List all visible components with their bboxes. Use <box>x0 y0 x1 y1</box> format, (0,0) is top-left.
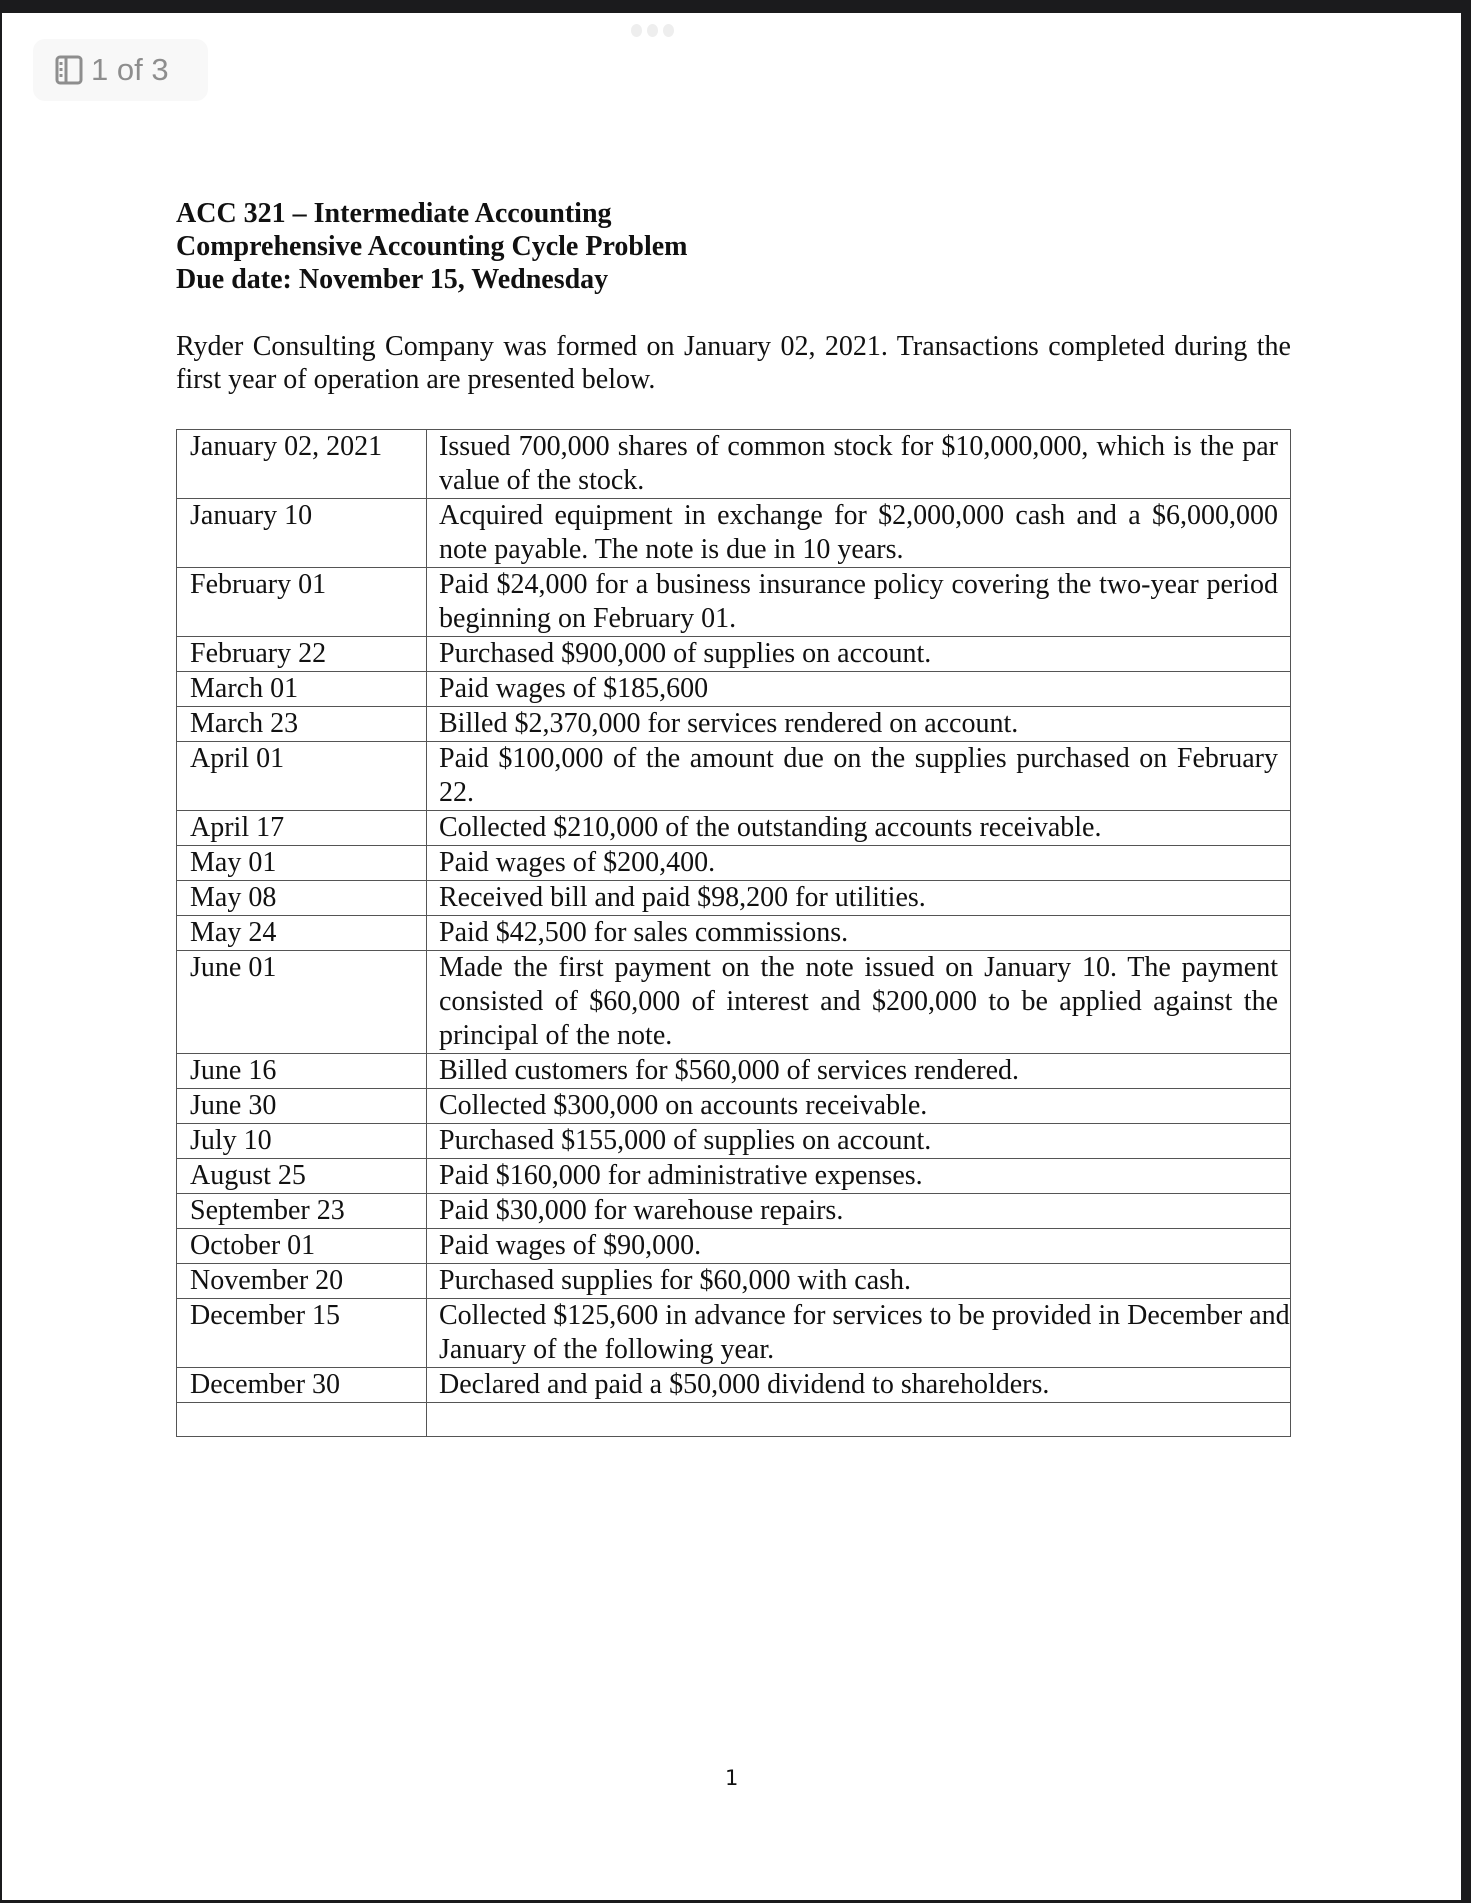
description-line: Acquired equipment in exchange for $2,000,000 cash and a $6,000,000 <box>439 500 1278 531</box>
transaction-date: July 10 <box>177 1124 427 1159</box>
transaction-description <box>427 1229 1291 1264</box>
table-row <box>177 1229 1291 1264</box>
table-row <box>177 568 1291 637</box>
transaction-date: May 24 <box>177 916 427 951</box>
table-row <box>177 1264 1291 1299</box>
description-line: Paid $24,000 for a business insurance policy covering the two-year period <box>439 569 1278 600</box>
description-line: Billed $2,370,000 for services rendered on account. <box>439 708 1019 739</box>
table-row <box>177 1054 1291 1089</box>
transaction-description <box>427 1403 1291 1437</box>
transaction-description <box>427 1124 1291 1159</box>
table-row <box>177 1403 1291 1437</box>
transaction-date: January 02, 2021 <box>177 430 427 499</box>
description-line: Paid $100,000 of the amount due on the supplies purchased on February <box>439 743 1278 774</box>
table-row <box>177 1194 1291 1229</box>
course-title: ACC 321 – Intermediate Accounting <box>176 198 612 229</box>
document-header <box>176 197 687 296</box>
transaction-date: April 01 <box>177 742 427 811</box>
transaction-date: February 22 <box>177 637 427 672</box>
description-line: note payable. The note is due in 10 years. <box>439 534 904 565</box>
transaction-description <box>427 430 1291 499</box>
transaction-description <box>427 499 1291 568</box>
transaction-date: November 20 <box>177 1264 427 1299</box>
table-row <box>177 742 1291 811</box>
transaction-description <box>427 1054 1291 1089</box>
transaction-date: May 08 <box>177 881 427 916</box>
table-row <box>177 846 1291 881</box>
description-line: Collected $125,600 in advance for services to be provided in December and <box>439 1300 1290 1331</box>
description-line: Paid $160,000 for administrative expenses. <box>439 1160 923 1191</box>
transaction-description <box>427 881 1291 916</box>
transaction-description <box>427 951 1291 1054</box>
intro-line: Ryder Consulting Company was formed on January 02, 2021. Transactions completed during the <box>176 331 1291 362</box>
transactions-table <box>176 429 1291 1437</box>
description-line: Made the first payment on the note issued on January 10. The payment <box>439 952 1278 983</box>
page-number: 1 <box>725 1766 739 1790</box>
description-line: principal of the note. <box>439 1020 673 1051</box>
transaction-date: August 25 <box>177 1159 427 1194</box>
problem-title: Comprehensive Accounting Cycle Problem <box>176 231 688 262</box>
description-line: Paid $42,500 for sales commissions. <box>439 917 849 948</box>
transaction-date: May 01 <box>177 846 427 881</box>
transaction-description <box>427 1089 1291 1124</box>
description-line: Purchased supplies for $60,000 with cash. <box>439 1265 912 1296</box>
transaction-date: September 23 <box>177 1194 427 1229</box>
transaction-date: March 23 <box>177 707 427 742</box>
table-row <box>177 1368 1291 1403</box>
transaction-description <box>427 1368 1291 1403</box>
table-row <box>177 637 1291 672</box>
transaction-description <box>427 707 1291 742</box>
transaction-description <box>427 916 1291 951</box>
table-row <box>177 916 1291 951</box>
description-line: Paid wages of $185,600 <box>439 673 709 704</box>
description-line: Issued 700,000 shares of common stock for $10,000,000, which is the par <box>439 431 1278 462</box>
document-page <box>2 13 1461 1900</box>
description-line: Billed customers for $560,000 of services rendered. <box>439 1055 1020 1086</box>
transaction-description <box>427 1264 1291 1299</box>
description-line: Declared and paid a $50,000 dividend to shareholders. <box>439 1369 1050 1400</box>
description-line: 22. <box>439 777 474 808</box>
description-line: Paid wages of $90,000. <box>439 1230 702 1261</box>
transaction-date: January 10 <box>177 499 427 568</box>
description-line: Purchased $155,000 of supplies on account. <box>439 1125 932 1156</box>
description-line: value of the stock. <box>439 465 645 496</box>
transaction-description <box>427 1299 1291 1368</box>
transaction-date: June 30 <box>177 1089 427 1124</box>
table-row <box>177 707 1291 742</box>
more-options-icon[interactable] <box>631 24 674 37</box>
description-line: January of the following year. <box>439 1334 775 1365</box>
table-row <box>177 672 1291 707</box>
transaction-date: December 15 <box>177 1299 427 1368</box>
transaction-date: March 01 <box>177 672 427 707</box>
description-line: consisted of $60,000 of interest and $200,000 to be applied against the <box>439 986 1278 1017</box>
transaction-date: December 30 <box>177 1368 427 1403</box>
table-row <box>177 951 1291 1054</box>
transaction-date: October 01 <box>177 1229 427 1264</box>
transaction-date: February 01 <box>177 568 427 637</box>
intro-line: first year of operation are presented below. <box>176 364 656 395</box>
intro-paragraph <box>176 330 1291 396</box>
transaction-date: June 16 <box>177 1054 427 1089</box>
table-row <box>177 1089 1291 1124</box>
table-row <box>177 499 1291 568</box>
description-line: Paid $30,000 for warehouse repairs. <box>439 1195 844 1226</box>
transaction-description <box>427 1159 1291 1194</box>
transaction-description <box>427 568 1291 637</box>
table-row <box>177 1159 1291 1194</box>
description-line: beginning on February 01. <box>439 603 737 634</box>
transaction-date: April 17 <box>177 811 427 846</box>
description-line: Collected $210,000 of the outstanding accounts receivable. <box>439 812 1102 843</box>
transaction-description <box>427 742 1291 811</box>
table-row <box>177 430 1291 499</box>
due-date: Due date: November 15, Wednesday <box>176 264 609 295</box>
table-row <box>177 1124 1291 1159</box>
description-line: Received bill and paid $98,200 for utilities. <box>439 882 926 913</box>
table-row <box>177 1299 1291 1368</box>
transaction-date <box>177 1403 427 1437</box>
page-indicator-button[interactable] <box>33 39 208 101</box>
transaction-description <box>427 637 1291 672</box>
transaction-description <box>427 811 1291 846</box>
sidebar-icon <box>55 55 83 85</box>
page-indicator-text: 1 of 3 <box>91 52 169 87</box>
description-line: Purchased $900,000 of supplies on account. <box>439 638 932 669</box>
transaction-description <box>427 1194 1291 1229</box>
description-line: Paid wages of $200,400. <box>439 847 716 878</box>
transaction-date: June 01 <box>177 951 427 1054</box>
transaction-description <box>427 672 1291 707</box>
table-row <box>177 881 1291 916</box>
table-row <box>177 811 1291 846</box>
description-line: Collected $300,000 on accounts receivable. <box>439 1090 928 1121</box>
transaction-description <box>427 846 1291 881</box>
